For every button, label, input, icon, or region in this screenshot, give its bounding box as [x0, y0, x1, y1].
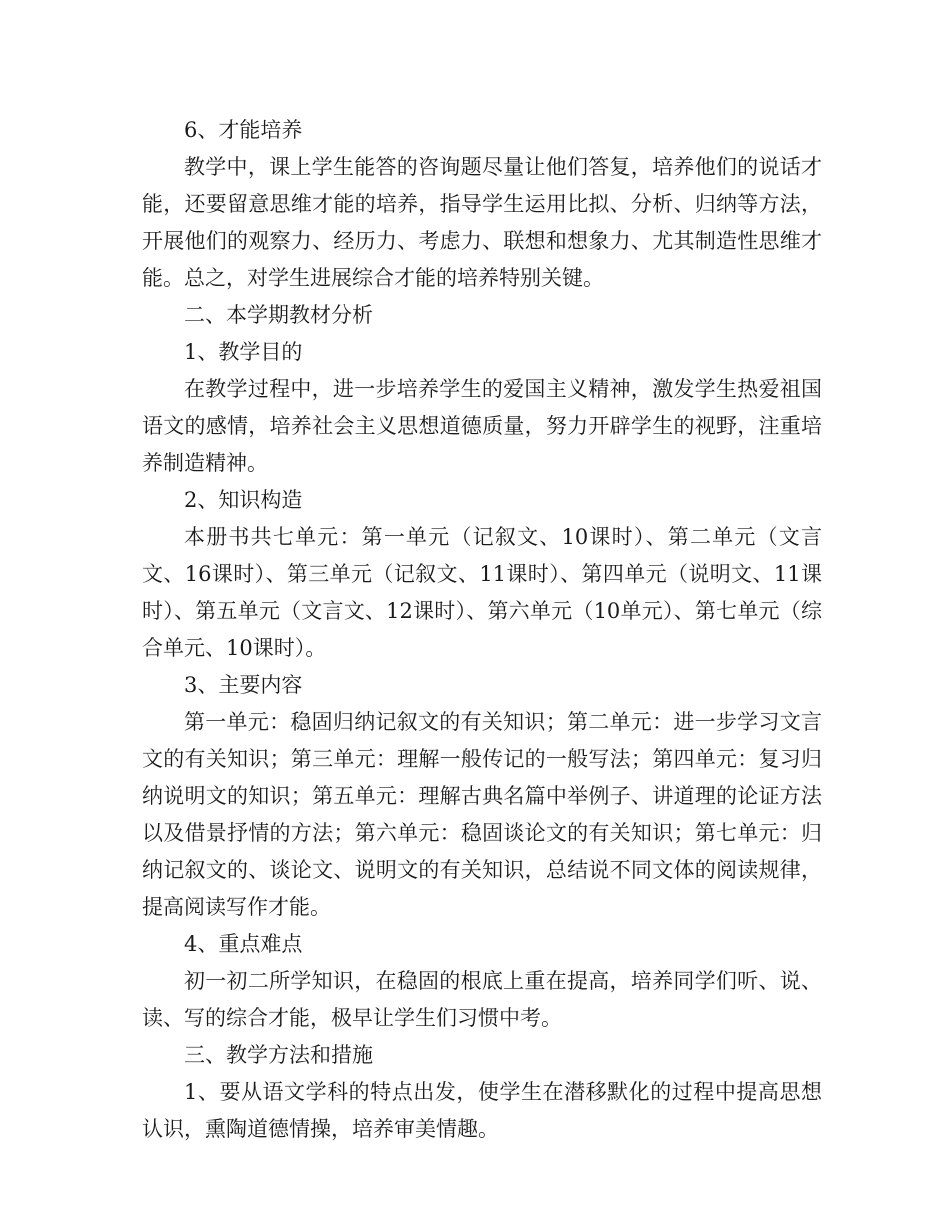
paragraph-key-difficulties: 初一初二所学知识，在稳固的根底上重在提高，培养同学们听、说、读、写的综合才能，极早让学生们习惯中考。 [142, 969, 822, 1030]
heading-main-content: 3、主要内容 [184, 673, 303, 697]
heading-teaching-methods: 三、教学方法和措施 [184, 1043, 373, 1067]
heading-key-difficulties: 4、重点难点 [184, 932, 303, 956]
paragraph-teaching-goals: 在教学过程中，进一步培养学生的爱国主义精神，激发学生热爱祖国语文的感情，培养社会主义思想道德质量，努力开辟学生的视野，注重培养制造精神。 [142, 377, 822, 475]
heading-textbook-analysis: 二、本学期教材分析 [184, 303, 373, 327]
paragraph-talent-cultivation: 教学中，课上学生能答的咨询题尽量让他们答复，培养他们的说话才能，还要留意思维才能的培养，指导学生运用比拟、分析、归纳等方法，开展他们的观察力、经历力、考虑力、联想和想象力、尤其制造性思维才能。总之，对学生进展综合才能的培养特别关键。 [142, 155, 822, 290]
heading-talent-cultivation: 6、才能培养 [184, 118, 303, 142]
heading-teaching-goals: 1、教学目的 [184, 340, 303, 364]
paragraph-teaching-methods: 1、要从语文学科的特点出发，使学生在潜移默化的过程中提高思想认识，熏陶道德情操，培养审美情趣。 [142, 1080, 822, 1141]
heading-knowledge-structure: 2、知识构造 [184, 488, 303, 512]
paragraph-main-content: 第一单元：稳固归纳记叙文的有关知识；第二单元：进一步学习文言文的有关知识；第三单元：理解一般传记的一般写法；第四单元：复习归纳说明文的知识；第五单元：理解古典名篇中举例子、讲道理的论证方法以及借景抒情的方法；第六单元：稳固谈论文的有关知识；第七单元：归纳记叙文的、谈论文、说明文的有关知识，总结说不同文体的阅读规律，提高阅读写作才能。 [142, 710, 822, 919]
paragraph-knowledge-structure: 本册书共七单元：第一单元（记叙文、10课时）、第二单元（文言文、16课时）、第三单元（记叙文、11课时）、第四单元（说明文、11课时）、第五单元（文言文、12课时）、第六单元（10单元）、第七单元（综合单元、10课时）。 [142, 525, 822, 660]
document-body [142, 112, 822, 1148]
